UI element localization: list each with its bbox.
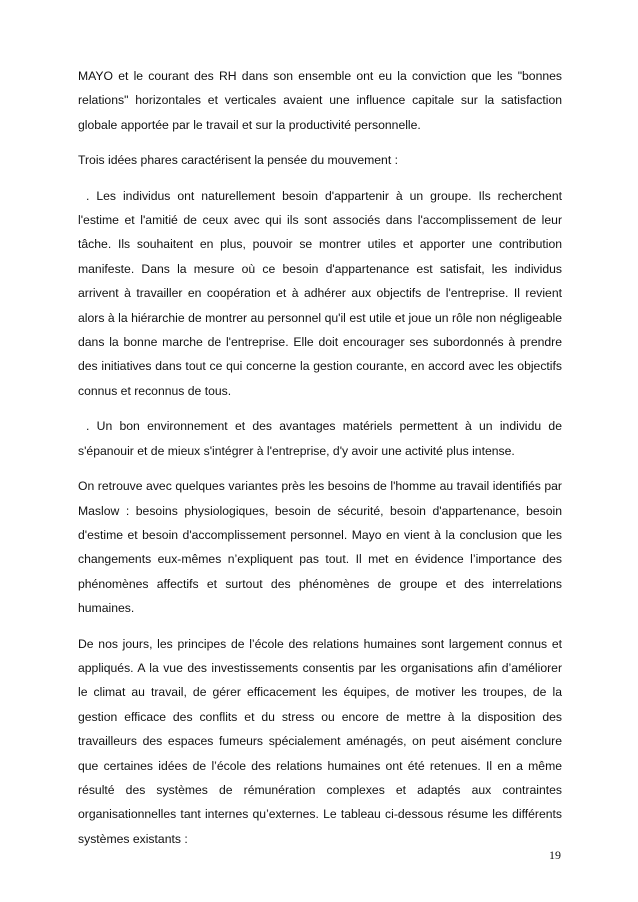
paragraph-three-ideas: Trois idées phares caractérisent la pensée du mouvement :	[78, 153, 398, 168]
page-number: 19	[549, 848, 561, 862]
paragraph-idea-belonging: . Les individus ont naturellement besoin d'appartenir à un groupe. Ils recherchent l'estime et l'amitié de ceux avec qui ils sont associés dans l'accomplissement de leur tâche. Ils souhaitent en plus, pouvoir se montrer utiles et apporter une contribution manifeste. Dans la mesure où ce besoin d'appartenance est satisfait, les individus arrivent à travailler en coopération et à adhérer aux objectifs de l'entreprise. Il revient alors à la hiérarchie de montrer au personnel qu'il est utile et joue un rôle non négligeable dans la bonne marche de l'entreprise. Elle doit encourager ses subordonnés à prendre des initiatives dans tout ce qui concerne la gestion courante, en accord avec les objectifs connus et reconnus de tous.	[78, 188, 562, 398]
paragraph-idea-environment: . Un bon environnement et des avantages matériels permettent à un individu de s'épanouir et de mieux s'intégrer à l'entreprise, d'y avoir une activité plus intense.	[78, 419, 562, 458]
paragraph-mayo-intro: MAYO et le courant des RH dans son ensemble ont eu la conviction que les "bonnes relations" horizontales et verticales avaient une influence capitale sur la satisfaction globale apportée par le travail et sur la productivité personnelle.	[78, 69, 562, 132]
document-body	[78, 64, 562, 862]
paragraph-maslow: On retrouve avec quelques variantes près les besoins de l'homme au travail identifiés par Maslow : besoins physiologiques, besoin de sécurité, besoin d'appartenance, besoin d'estime et besoin d'accomplissement personnel. Mayo en vient à la conclusion que les changements eux-mêmes n’expliquent pas tout. Il met en évidence l’importance des phénomènes affectifs et surtout des phénomènes de groupe et des interrelations humaines.	[78, 479, 562, 616]
paragraph-modern-principles: De nos jours, les principes de l’école des relations humaines sont largement connus et appliqués. A la vue des investissements consentis par les organisations afin d’améliorer le climat au travail, de gérer efficacement les équipes, de motiver les troupes, de la gestion efficace des conflits et du stress ou encore de mettre à la disposition des travailleurs des espaces fumeurs spécialement aménagés, on peut aisément conclure que certaines idées de l’école des relations humaines ont été retenues. Il en a même résulté des systèmes de rémunération complexes et adaptés aux contraintes organisationnelles tant internes qu’externes. Le tableau ci-dessous résume les différents systèmes existants :	[78, 636, 562, 846]
